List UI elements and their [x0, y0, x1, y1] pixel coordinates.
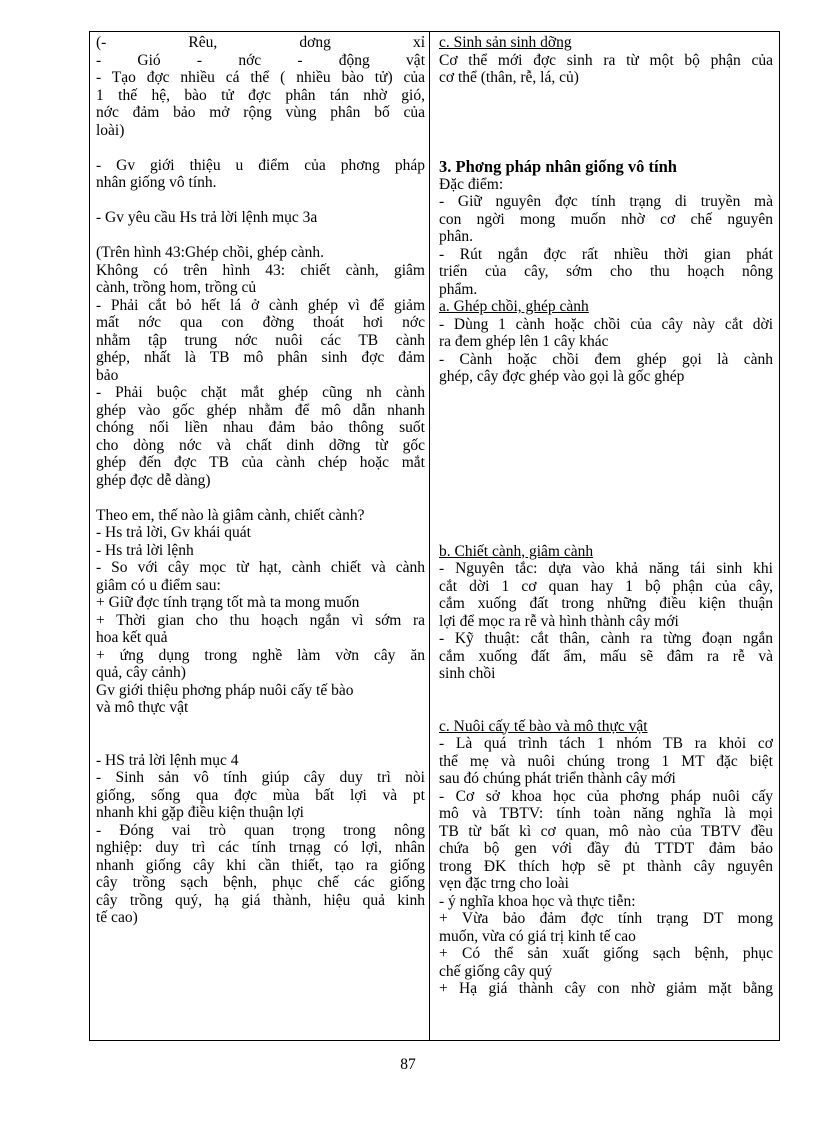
text-line: + Hạ giá thành cây con nhờ giảm mặt bằng — [439, 980, 773, 997]
text-line: chứa bộ gen với đầy đủ TTDT đảm bảo — [439, 840, 773, 857]
text-line: vẹn đặc trng cho loài — [439, 875, 569, 892]
text-line: sinh chồi — [439, 665, 496, 682]
text-line: - Gv yêu cầu Hs trả lời lệnh mục 3a — [96, 209, 318, 226]
left-block-6 — [96, 752, 425, 927]
text-line: - Kỹ thuật: cắt thân, cành ra từng đoạn ngắn — [439, 630, 773, 647]
text-line: - Nguyên tắc: dựa vào khả năng tái sinh khi — [439, 560, 773, 577]
spacer — [439, 87, 773, 105]
section-3-heading: 3. Phơng pháp nhân giống vô tính — [439, 156, 677, 176]
text-line: + Có thể sản xuất giống sạch bệnh, phục — [439, 945, 773, 962]
text-line: quả, cây cảnh) — [96, 664, 186, 681]
text-line: ghép, cây đợc ghép vào gọi là gốc ghép — [439, 368, 685, 385]
spacer — [439, 122, 773, 140]
text-line: - Sinh sản vô tính giúp cây duy trì nòi — [96, 769, 425, 786]
text-line: Đặc điểm: — [439, 175, 504, 193]
text-line: muốn, vừa có giá trị kinh tế cao — [439, 927, 636, 945]
spacer — [96, 717, 425, 735]
text-line: loài) — [96, 121, 125, 139]
right-column — [430, 32, 779, 1040]
text-line: nớc đảm bảo mở rộng vùng phân bố của — [96, 104, 425, 121]
text-line: - HS trả lời lệnh mục 4 — [96, 751, 239, 769]
left-column — [90, 32, 430, 1040]
text-line: nghiệp: duy trì các tính trnạg có lợi, nhân — [96, 839, 425, 856]
text-line: + ứng dụng trong nghề làm vờn cây ăn — [96, 646, 425, 664]
spacer — [439, 386, 773, 543]
text-line: (- Rêu, dơng xỉ — [96, 34, 425, 51]
text-line: - ý nghĩa khoa học và thực tiễn: — [439, 892, 636, 910]
text-line: 1 thế hệ, bào tử đợc phân tán nhờ gió, — [96, 86, 425, 104]
left-block-5 — [96, 507, 425, 717]
section-c-title: c. Sinh sản sinh dỡng — [439, 34, 572, 51]
spacer — [96, 489, 425, 507]
text-line: cành, trồng hom, trồng củ — [96, 279, 257, 296]
text-line: (Trên hình 43:Ghép chồi, ghép cành. — [96, 244, 325, 261]
section-a-title: a. Ghép chồi, ghép cành — [439, 298, 589, 315]
text-line: ghép, nhất là TB mô phân sinh đợc đảm — [96, 349, 425, 366]
spacer — [96, 227, 425, 245]
text-line: giâm có u điểm sau: — [96, 576, 221, 594]
section-b-body — [439, 560, 773, 683]
text-line: và mô thực vật — [96, 699, 189, 716]
text-line: lợi để mọc ra rễ và hình thành cây mới — [439, 612, 679, 630]
left-block-2 — [96, 157, 425, 192]
text-line: - Cành hoặc chồi đem ghép gọi là cành — [439, 350, 773, 368]
text-line: ghép đến đợc TB của cành chép hoặc mắt — [96, 454, 425, 471]
text-line: tế cao) — [96, 909, 138, 926]
spacer — [96, 139, 425, 157]
text-line: - So với cây mọc từ hạt, cành chiết và cành — [96, 559, 425, 576]
text-line: - Rút ngắn đợc rất nhiều thời gian phát — [439, 245, 773, 263]
text-line: - Giữ nguyên đợc tính trạng di truyền mà — [439, 193, 773, 210]
text-line: Gv giới thiệu phơng pháp nuôi cấy tế bào — [96, 681, 354, 699]
text-line: cắm xuống đất ẩm, mấu sẽ đâm ra rễ và — [439, 647, 773, 665]
text-line: hoa kết quả — [96, 629, 168, 646]
section-nuoi-cay-body — [439, 735, 773, 998]
text-line: - Tạo đợc nhiều cá thể ( nhiều bào tử) của — [96, 69, 425, 86]
spacer — [96, 734, 425, 752]
text-line: mô và TBTV: tính toàn năng nghĩa là mọi — [439, 805, 773, 822]
text-line: - Đóng vai trò quan trọng trong nông — [96, 821, 425, 839]
text-line: cắm xuống đất trong những điều kiện thuận — [439, 595, 773, 612]
text-line: - Dùng 1 cành hoặc chồi của cây này cắt dời — [439, 315, 773, 333]
text-line: giống, sống qua đợc mùa bất lợi và pt — [96, 786, 425, 804]
text-line: chế giống cây quý — [439, 962, 553, 980]
text-line: cắt dời 1 cơ quan hay 1 bộ phận của cây, — [439, 577, 773, 595]
text-line: sau đó chúng phát triển thành cây mới — [439, 770, 676, 787]
section-3-body — [439, 176, 773, 299]
spacer — [439, 139, 773, 157]
spacer — [96, 192, 425, 210]
page-number: 87 — [400, 1056, 416, 1073]
text-line: - Gió - nớc - động vật — [96, 51, 425, 69]
text-line: Cơ thể mới đợc sinh ra từ một bộ phận của — [439, 51, 773, 69]
text-line: trong ĐK thích hợp sẽ pt thành cây nguyên — [439, 857, 773, 875]
section-c-body — [439, 52, 773, 87]
text-line: cho dòng nớc và chất dinh dỡng từ gốc — [96, 436, 425, 454]
text-line: TB từ bất kì cơ quan, mô nào của TBTV đều — [439, 822, 773, 840]
text-line: phẩm. — [439, 280, 478, 298]
left-block-1 — [96, 34, 425, 139]
text-line: nhanh giống cây khi cần thiết, tạo ra giống — [96, 856, 425, 874]
text-line: cây trồng quý, hạ giá thành, hiệu quả kinh — [96, 891, 425, 909]
text-line: ghép vào gốc ghép nhằm để mô dẫn nhanh — [96, 401, 425, 419]
spacer — [439, 683, 773, 701]
section-a-body — [439, 316, 773, 386]
text-line: cây trồng sạch bệnh, phục chế các giống — [96, 874, 425, 891]
text-line: Không có trên hình 43: chiết cành, giâm — [96, 261, 425, 279]
text-line: bảo — [96, 366, 119, 384]
left-block-3 — [96, 209, 425, 227]
text-line: nhân giống vô tính. — [96, 174, 217, 191]
text-line: - Phải cắt bỏ hết lá ở cành ghép vì để giảm — [96, 296, 425, 314]
text-line: - Hs trả lời lệnh — [96, 541, 194, 559]
text-line: triển của cây, sớm cho thu hoạch nông — [439, 263, 773, 280]
text-line: thể mẹ và nuôi chúng trong 1 MT đặc biệt — [439, 752, 773, 770]
text-line: con ngời mong muốn nhờ cơ chế nguyên — [439, 210, 773, 228]
text-line: + Vừa bảo đảm đợc tính trạng DT mong — [439, 910, 773, 927]
spacer — [439, 700, 773, 718]
text-line: - Hs trả lời, Gv khái quát — [96, 524, 251, 541]
text-line: ra đem ghép lên 1 cây khác — [439, 333, 609, 350]
text-line: ghép đợc dễ dàng) — [96, 471, 211, 489]
left-block-4 — [96, 244, 425, 489]
section-b-title: b. Chiết cành, giâm cành — [439, 542, 594, 560]
section-nuoi-cay-title: c. Nuôi cấy tế bào và mô thực vật — [439, 717, 648, 735]
text-line: - Cơ sở khoa học của phơng pháp nuôi cấy — [439, 787, 773, 805]
lesson-table — [89, 31, 780, 1041]
text-line: Theo em, thế nào là giâm cành, chiết cành? — [96, 506, 365, 524]
text-line: nhằm tập trung nớc nuôi các TB cành — [96, 331, 425, 349]
text-line: mất nớc qua con đờng thoát hơi nớc — [96, 314, 425, 331]
text-line: + Giữ đợc tính trạng tốt mà ta mong muốn — [96, 594, 360, 611]
text-line: - Phải buộc chặt mắt ghép cũng nh cành — [96, 384, 425, 401]
text-line: - Là quá trình tách 1 nhóm TB ra khỏi cơ — [439, 735, 773, 752]
text-line: chóng nối liền nhau đảm bảo thông suốt — [96, 419, 425, 436]
text-line: - Gv giới thiệu u điểm của phơng pháp — [96, 156, 425, 174]
spacer — [439, 104, 773, 122]
text-line: phân. — [439, 228, 474, 245]
text-line: + Thời gian cho thu hoạch ngắn vì sớm ra — [96, 611, 425, 629]
text-line: cơ thể (thân, rễ, lá, củ) — [439, 69, 579, 86]
text-line: nhanh khi gặp điều kiện thuận lợi — [96, 804, 304, 821]
